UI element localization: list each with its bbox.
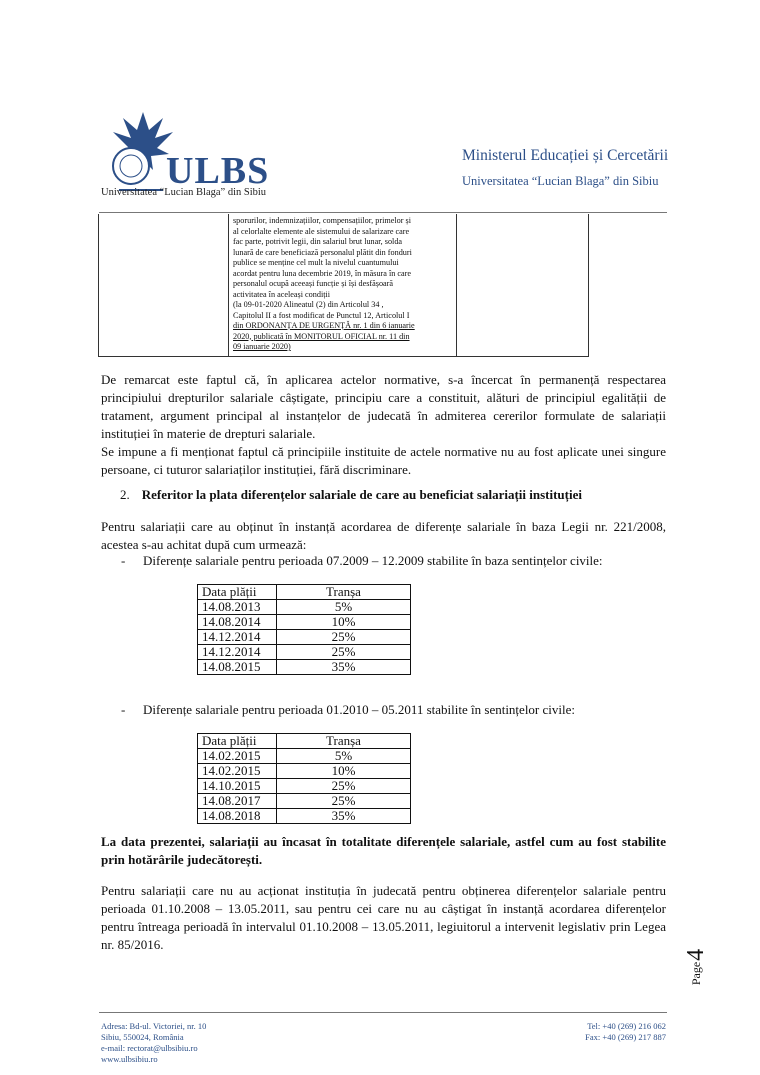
fragment-line: personalul ocupă aceeași funcție și își desfășoară (233, 279, 394, 288)
footer-fax: Fax: +40 (269) 217 887 (585, 1032, 666, 1042)
table-row (198, 615, 411, 630)
table-row (198, 809, 411, 824)
conclusion-paragraph: La data prezentei, salariații au încasat în totalitate diferențele salariale, astfel cum au fost stabilite prin hotărârile judecătorești. (101, 834, 666, 867)
table-row (198, 600, 411, 615)
footer-phone: Tel: +40 (269) 216 062 (587, 1021, 666, 1031)
fragment-link-line[interactable]: din ORDONANȚA DE URGENȚĂ nr. 1 din 6 ianuarie (233, 321, 415, 330)
paragraph-law-85: Pentru salariații care nu au acționat instituția în judecată pentru obținerea diferențelor salariale pentru perioada 01.10.2008 – 13.05.2011, sau pentru cei care nu au câștigat în instanță acordarea diferențelor pentru întreaga perioadă în intervalul 01.10.2008 – 13.05.2011, legiuitorul a intervenit legislativ prin Legea nr. 85/2016. (101, 883, 666, 952)
table-row (198, 630, 411, 645)
fragment-line: Capitolul II a fost modificat de Punctul 12, Articolul I (233, 310, 410, 320)
table-row (198, 764, 411, 779)
fragment-cell-left (99, 214, 229, 356)
table-cell-date: 14.02.2015 (198, 764, 277, 779)
fragment-line: al celorlalte elemente ale sistemului de salarizare care (233, 226, 410, 236)
page-label: Page (688, 961, 703, 986)
table-cell-tranche: 35% (277, 660, 411, 675)
table-header-cell: Data plății (198, 585, 277, 600)
fragment-line: acordat pentru luna decembrie 2019, în măsura în care (233, 268, 412, 278)
table-cell-date: 14.12.2014 (198, 630, 277, 645)
table-cell-tranche: 25% (277, 794, 411, 809)
logo-text: ULBS (166, 150, 270, 192)
fragment-link-line[interactable]: 09 ianuarie 2020) (233, 342, 291, 351)
section-heading (120, 487, 582, 503)
table-cell-tranche: 25% (277, 779, 411, 794)
fragment-line: publice se menține cel mult la nivelul cuantumului (233, 258, 399, 267)
table-row (198, 749, 411, 764)
table-cell-tranche: 10% (277, 615, 411, 630)
table-cell-tranche: 10% (277, 764, 411, 779)
fragment-line: fac parte, potrivit legii, din salariul brut lunar, solda (233, 237, 403, 246)
table-row (198, 660, 411, 675)
fragment-line: (la 09-01-2020 Alineatul (2) din Articolul 34 , (233, 300, 384, 309)
table-header-cell: Tranșa (277, 585, 411, 600)
table-cell-date: 14.08.2014 (198, 615, 277, 630)
table-cell-date: 14.08.2013 (198, 600, 277, 615)
footer-contact (570, 1021, 666, 1043)
ministry-university: Universitatea “Lucian Blaga” din Sibiu (462, 174, 659, 188)
section-number: 2. (120, 487, 130, 502)
page-number: 4 (682, 948, 709, 961)
page-number-mark (676, 947, 716, 987)
table-cell-tranche: 25% (277, 645, 411, 660)
footer-divider (99, 1012, 667, 1013)
bullet-text: Diferențe salariale pentru perioada 07.2009 – 12.2009 stabilite în baza sentințelor civile: (143, 553, 603, 568)
table-cell-tranche: 25% (277, 630, 411, 645)
footer-email[interactable]: e-mail: rectorat@ulbsibiu.ro (101, 1043, 198, 1053)
fragment-line: lunară de care beneficiază personalul plătit din fonduri (233, 247, 412, 257)
footer-city-line: Sibiu, 550024, România (101, 1032, 184, 1042)
table-header-row (198, 734, 411, 749)
table-row (198, 794, 411, 809)
footer-website[interactable]: www.ulbsibiu.ro (101, 1054, 158, 1064)
header-divider (99, 212, 667, 213)
legal-fragment-table (98, 214, 589, 357)
paragraph-law-221: Pentru salariații care au obținut în instanță acordarea de diferențe salariale în baza Legii nr. 221/2008, acestea s-au achitat după cum urmează: (101, 519, 666, 552)
ministry-title: Ministerul Educației și Cercetării (462, 147, 669, 164)
table-cell-tranche: 35% (277, 809, 411, 824)
fragment-link-line[interactable]: 2020, publicată în MONITORUL OFICIAL nr. 11 din (233, 331, 410, 341)
table-cell-date: 14.08.2017 (198, 794, 277, 809)
footer-address (101, 1021, 206, 1065)
table-header-cell: Data plății (198, 734, 277, 749)
table-cell-date: 14.08.2018 (198, 809, 277, 824)
table-cell-date: 14.02.2015 (198, 749, 277, 764)
table-cell-date: 14.10.2015 (198, 779, 277, 794)
table-cell-date: 14.12.2014 (198, 645, 277, 660)
payments-table-2 (197, 733, 411, 824)
payments-table-1 (197, 584, 411, 675)
fragment-cell-text (229, 214, 457, 356)
bullet-text: Diferențe salariale pentru perioada 01.2010 – 05.2011 stabilite în sentințelor civile: (143, 702, 575, 717)
table-header-row (198, 585, 411, 600)
table-cell-date: 14.08.2015 (198, 660, 277, 675)
table-row (198, 645, 411, 660)
paragraph-principles: Se impune a fi menționat faptul că principiile instituite de actele normative nu au fost aplicate unei singure persoane, ci tuturor salariaților instituției, fără discriminare. (101, 444, 666, 477)
fragment-line: activitatea în aceleași condiții (233, 289, 331, 299)
table-header-cell: Tranșa (277, 734, 411, 749)
fragment-line: sporurilor, indemnizațiilor, compensațiilor, primelor și (233, 216, 411, 225)
footer-address-line: Adresa: Bd-ul. Victoriei, nr. 10 (101, 1021, 207, 1031)
table-row (198, 779, 411, 794)
university-subtitle: Universitatea “Lucian Blaga” din Sibiu (101, 187, 267, 198)
paragraph-remark: De remarcat este faptul că, în aplicarea actelor normative, s-a încercat în permanență respectarea principiului drepturilor salariale câștigate, principiu care a constituit, alături de principiul egalității de tratament, argument principal al instanțelor de judecată în admiterea cererilor formulate de salariații instituției în materie de drepturi salariale. (101, 372, 666, 441)
section-title: Referitor la plata diferențelor salariale de care au beneficiat salariații instituției (141, 487, 582, 502)
table-cell-tranche: 5% (277, 600, 411, 615)
table-cell-tranche: 5% (277, 749, 411, 764)
